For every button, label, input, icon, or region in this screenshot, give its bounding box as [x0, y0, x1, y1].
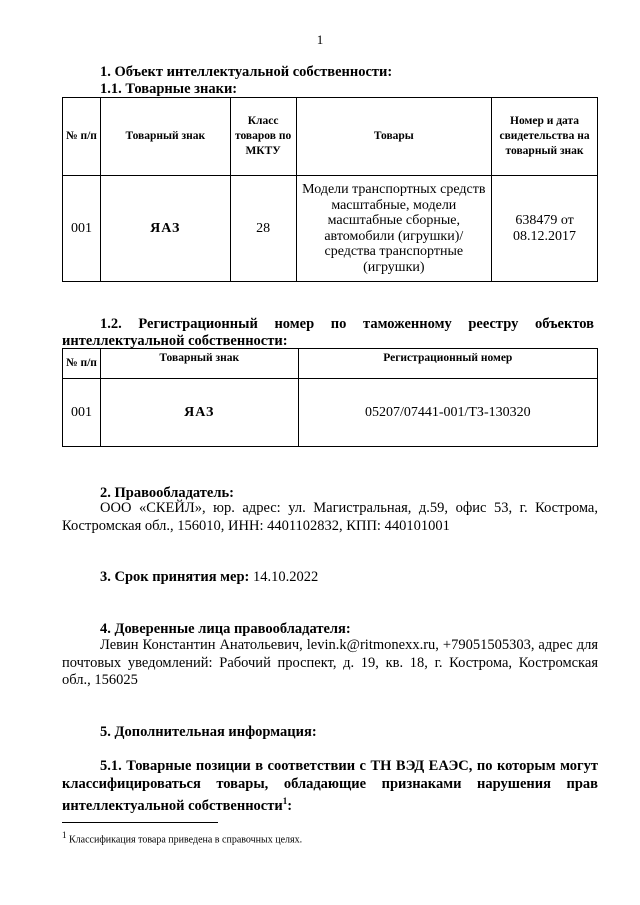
- section-1-2-heading-line2: интеллектуальной собственности:: [62, 333, 288, 349]
- header-number: № п/п: [63, 98, 101, 176]
- section-1-2-heading-line1: 1.2. Регистрационный номер по таможенному реестру объектов: [100, 316, 594, 332]
- row-goods: Модели транспортных средств масштабные, модели масштабные сборные, автомобили (игрушки)/средства транспортные (игрушки): [296, 176, 492, 282]
- table-row: [63, 379, 598, 447]
- row-certificate: 638479 от 08.12.2017: [492, 176, 598, 282]
- footnote-divider: [62, 822, 218, 823]
- section-3-label: 3. Срок принятия мер:: [100, 569, 250, 585]
- header-certificate: Номер и дата свидетельства на товарный знак: [492, 98, 598, 176]
- footnote: [62, 830, 302, 845]
- table-row: [63, 176, 598, 282]
- section-5-1-colon: :: [287, 797, 293, 814]
- footnote-mark: 1: [62, 830, 67, 840]
- header-goods: Товары: [296, 98, 492, 176]
- trademarks-table-header-row: [63, 98, 598, 176]
- row-number: 001: [63, 176, 101, 282]
- section-5-heading: 5. Дополнительная информация:: [100, 724, 317, 740]
- representatives-text: Левин Константин Анатольевич, levin.k@ritmonexx.ru, +79051505303, адрес для почтовых уведомлений: Рабочий проспект, д. 19, кв. 18, г. Кострома, Костромская обл., 156025: [62, 637, 598, 688]
- header-class: Класс товаров по МКТУ: [230, 98, 296, 176]
- trademarks-table: [62, 97, 598, 282]
- trademark-logo: ЯАЗ: [100, 379, 298, 447]
- row-reg-number: 05207/07441-001/ТЗ-130320: [298, 379, 597, 447]
- row-number: 001: [63, 379, 101, 447]
- header-reg-number: Регистрационный номер: [298, 349, 597, 379]
- section-3-date: 14.10.2022: [253, 569, 319, 585]
- customs-table-header-row: [63, 349, 598, 379]
- customs-register-table: [62, 348, 598, 447]
- header-trademark: Товарный знак: [100, 349, 298, 379]
- row-class: 28: [230, 176, 296, 282]
- trademark-logo: ЯАЗ: [100, 176, 230, 282]
- rightholder-text: ООО «СКЕЙЛ», юр. адрес: ул. Магистральная, д.59, офис 53, г. Кострома, Костромская обл., 156010, ИНН: 4401102832, КПП: 440101001: [62, 500, 598, 534]
- header-trademark: Товарный знак: [100, 98, 230, 176]
- page-number: 1: [316, 32, 324, 47]
- section-2-heading: 2. Правообладатель:: [100, 485, 234, 501]
- section-5-1-body: 5.1. Товарные позиции в соответствии с ТН ВЭД ЕАЭС, по которым могут классифицироваться товары, обладающие признаками нарушения прав интеллектуальной собственности: [62, 758, 598, 814]
- section-5-1-text: [62, 758, 598, 815]
- footnote-ref: 1: [282, 796, 288, 806]
- section-1-heading: 1. Объект интеллектуальной собственности:: [100, 64, 393, 80]
- section-4-heading: 4. Доверенные лица правообладателя:: [100, 621, 351, 637]
- section-3: [100, 569, 318, 587]
- footnote-text: Классификация товара приведена в справочных целях.: [66, 834, 303, 846]
- section-1-1-heading: 1.1. Товарные знаки:: [100, 81, 238, 97]
- header-number: № п/п: [63, 349, 101, 379]
